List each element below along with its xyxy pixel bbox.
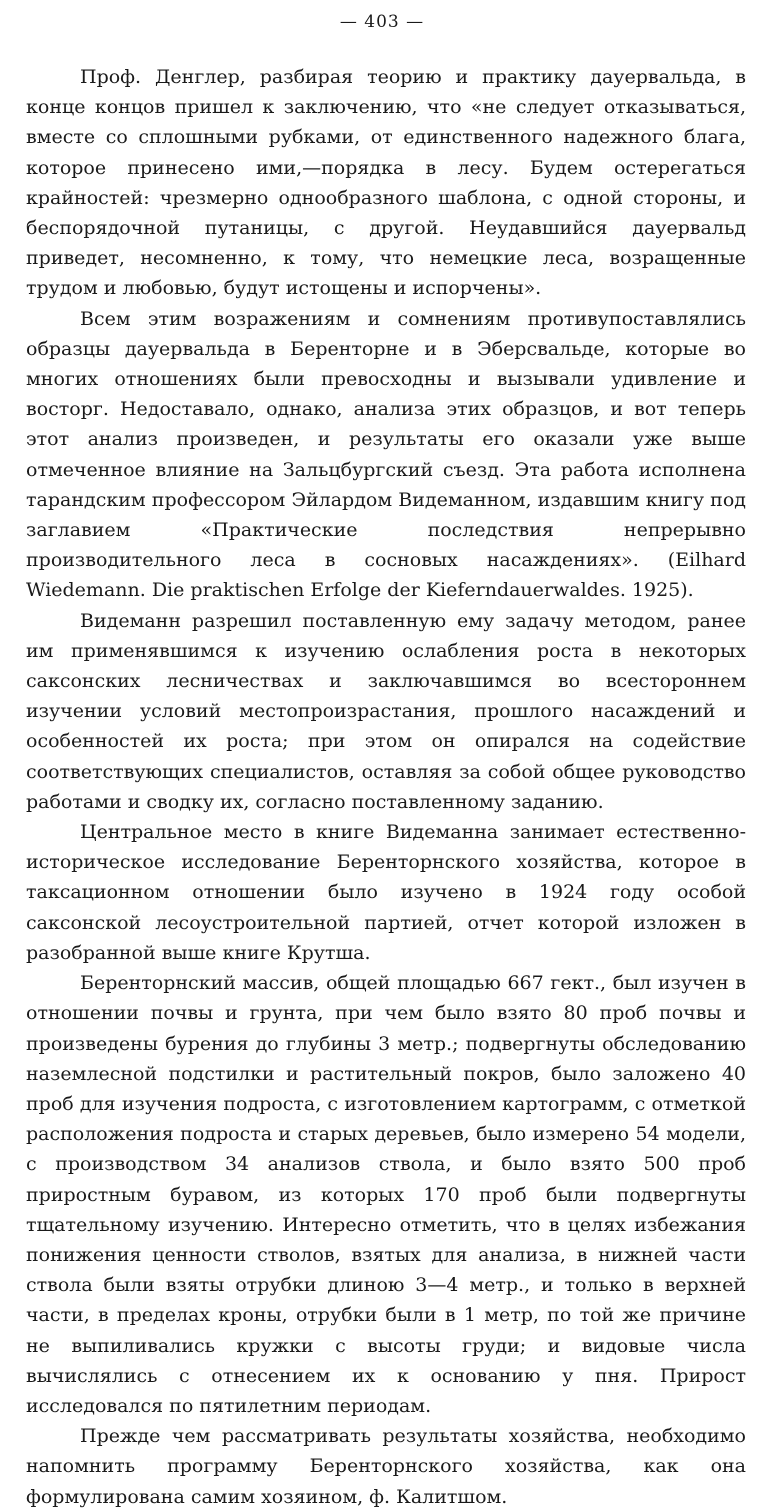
page-number: — 403 — [339,12,425,32]
paragraph-objections: Всем этим возражениям и сомнениям противупоставлялись образцы дауервальда в Беренторне и в Эберсвальде, которые во многих отношениях были превосходны и вызывали удивление и восторг. Недоставало, однако, анализа этих образцов, и вот теперь этот анализ произведен, и результаты его оказали уже выше отмеченное влияние на Зальцбургский съезд. Эта работа исполнена тарандским профессором Эйлардом Видеманном, издавшим книгу под заглавием «Практические последствия непрерывно производительного леса в сосновых насаждениях». (Eilhard Wiedemann. Die praktischen Erfolge der Kieferndauerwaldes. 1925). [26,307,746,602]
paragraph-program: Прежде чем рассматривать результаты хозяйства, необходимо напомнить программу Беренторнского хозяйства, как она формулирована самим хозяином, ф. Калитшом. [26,1425,746,1508]
paragraph-central-place: Центральное место в книге Видеманна занимает естественно-историческое исследование Беренторнского хозяйства, которое в таксационном отношении было изучено в 1924 году особой саксонской лесоустроительной партией, отчет которой изложен в разобранной выше книге Крутша. [26,821,746,964]
body-text [26,62,746,1512]
paragraph-massif-study: Беренторнский массив, общей площадью 667 гект., был изучен в отношении почвы и грунта, при чем было взято 80 проб почвы и произведены бурения до глубины 3 метр.; подвергнуты обследованию наземлесной подстилки и растительный покров, было заложено 40 проб для изучения подроста, с изготовлением картограмм, с отметкой расположения подроста и старых деревьев, было измерено 54 модели, с производством 34 анализов ствола, и было взято 500 проб приростным буравом, из которых 170 проб были подвергнуты тщательному изучению. Интересно отметить, что в целях избежания понижения ценности стволов, взятых для анализа, в нижней части ствола были взяты отрубки длиною 3—4 метр., и только в верхней части, в пределах кроны, отрубки были в 1 метр, по той же причине не выпиливались кружки с высоты груди; и видовые числа вычислялись с отнесением их к основанию у пня. Прирост исследовался по пятилетним периодам. [26,972,746,1417]
paragraph-dengler: Проф. Денглер, разбирая теорию и практику дауервальда, в конце концов пришел к заключению, что «не следует отказываться, вместе со сплошными рубками, от единственного надежного блага, которое принесено ими,—порядка в лесу. Будем остерегаться крайностей: чрезмерно однообразного шаблона, с одной стороны, и беспорядочной путаницы, с другой. Неудавшийся дауервальд приведет, несомненно, к тому, что немецкие леса, возращенные трудом и любовью, будут истощены и испорчены». [26,66,746,300]
paragraph-wiedemann-method: Видеманн разрешил поставленную ему задачу методом, ранее им применявшимся к изучению ослабления роста в некоторых саксонских лесничествах и заключавшимся во всестороннем изучении условий местопроизрастания, прошлого насаждений и особенностей их роста; при этом он опирался на содействие соответствующих специалистов, оставляя за собой общее руководство работами и сводку их, согласно поставленному заданию. [26,609,746,813]
